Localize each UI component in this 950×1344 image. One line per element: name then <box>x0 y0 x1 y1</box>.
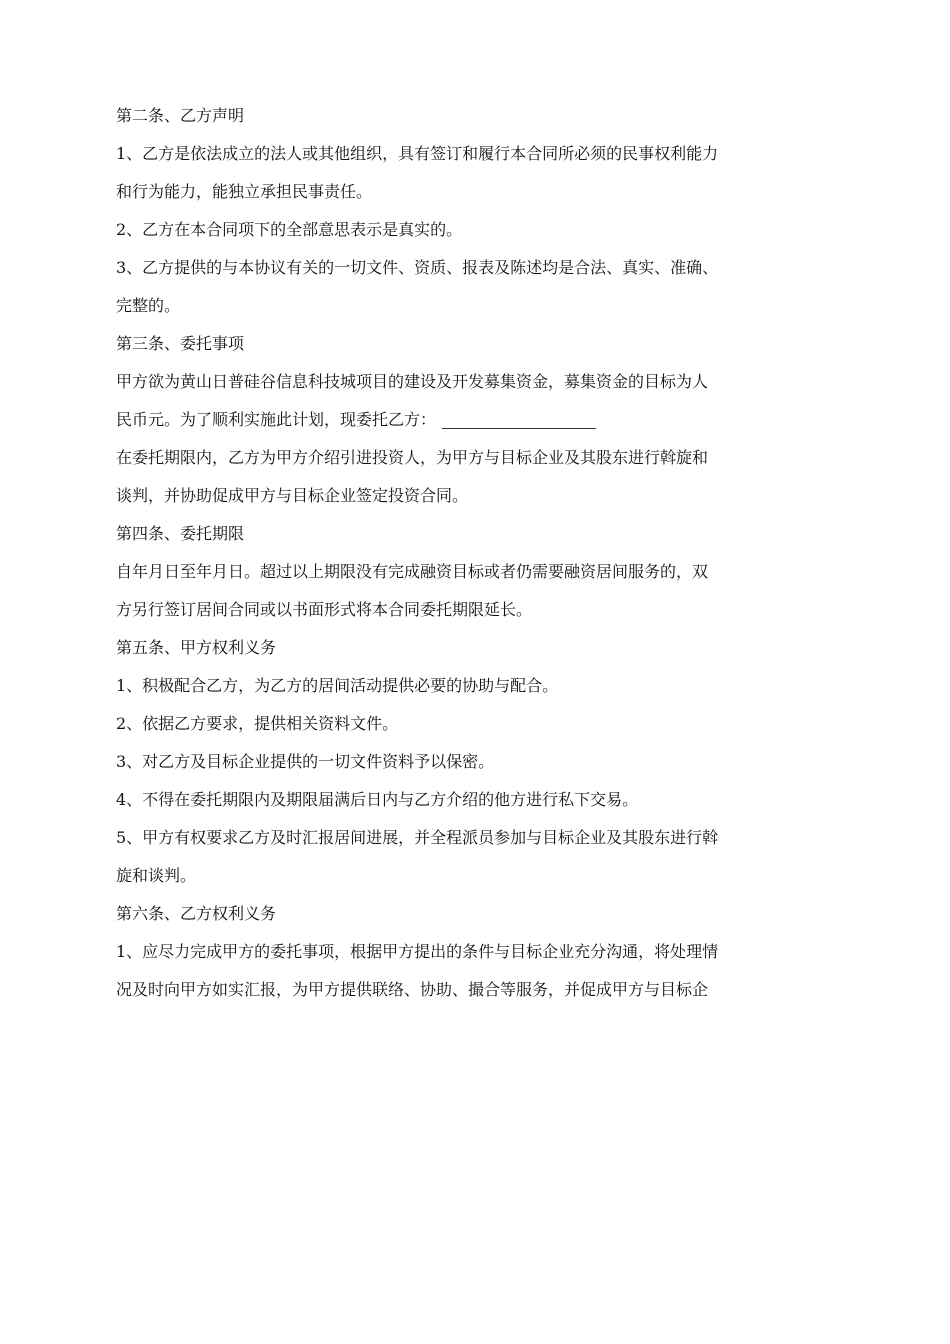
section-6-line: 况及时向甲方如实汇报，为甲方提供联络、协助、撮合等服务，并促成甲方与目标企 <box>116 980 709 999</box>
section-4-line: 方另行签订居间合同或以书面形式将本合同委托期限延长。 <box>116 600 533 619</box>
fill-in-blank[interactable] <box>442 412 596 429</box>
section-3-line-text: 民币元。为了顺利实施此计划，现委托乙方： <box>116 410 437 429</box>
section-5-line: 3、对乙方及目标企业提供的一切文件资料予以保密。 <box>116 752 495 771</box>
section-2-line: 1、乙方是依法成立的法人或其他组织，具有签订和履行本合同所必须的民事权利能力 <box>116 144 719 163</box>
section-5-line: 4、不得在委托期限内及期限届满后日内与乙方介绍的他方进行私下交易。 <box>116 790 639 809</box>
section-2-line: 和行为能力，能独立承担民事责任。 <box>116 182 373 201</box>
section-3-heading: 第三条、委托事项 <box>116 334 245 353</box>
section-4-line: 自年月日至年月日。超过以上期限没有完成融资目标或者仍需要融资居间服务的，双 <box>116 562 709 581</box>
section-6-heading: 第六条、乙方权利义务 <box>116 904 277 923</box>
section-5-line: 旋和谈判。 <box>116 866 197 885</box>
section-3-line-with-blank <box>116 401 836 439</box>
section-2-heading: 第二条、乙方声明 <box>116 106 245 125</box>
section-3-line: 甲方欲为黄山日普硅谷信息科技城项目的建设及开发募集资金，募集资金的目标为人 <box>116 372 709 391</box>
section-2-line: 2、乙方在本合同项下的全部意思表示是真实的。 <box>116 220 463 239</box>
section-3-line: 在委托期限内，乙方为甲方介绍引进投资人，为甲方与目标企业及其股东进行斡旋和 <box>116 448 709 467</box>
section-6-line: 1、应尽力完成甲方的委托事项，根据甲方提出的条件与目标企业充分沟通，将处理情 <box>116 942 719 961</box>
section-5-line: 2、依据乙方要求，提供相关资料文件。 <box>116 714 399 733</box>
section-2-line: 完整的。 <box>116 296 181 315</box>
document-page <box>116 97 836 1009</box>
section-3-line: 谈判，并协助促成甲方与目标企业签定投资合同。 <box>116 486 469 505</box>
section-4-heading: 第四条、委托期限 <box>116 524 245 543</box>
section-5-heading: 第五条、甲方权利义务 <box>116 638 277 657</box>
section-5-line: 1、积极配合乙方，为乙方的居间活动提供必要的协助与配合。 <box>116 676 559 695</box>
section-2-line: 3、乙方提供的与本协议有关的一切文件、资质、报表及陈述均是合法、真实、准确、 <box>116 258 719 277</box>
section-5-line: 5、甲方有权要求乙方及时汇报居间进展，并全程派员参加与目标企业及其股东进行斡 <box>116 828 719 847</box>
